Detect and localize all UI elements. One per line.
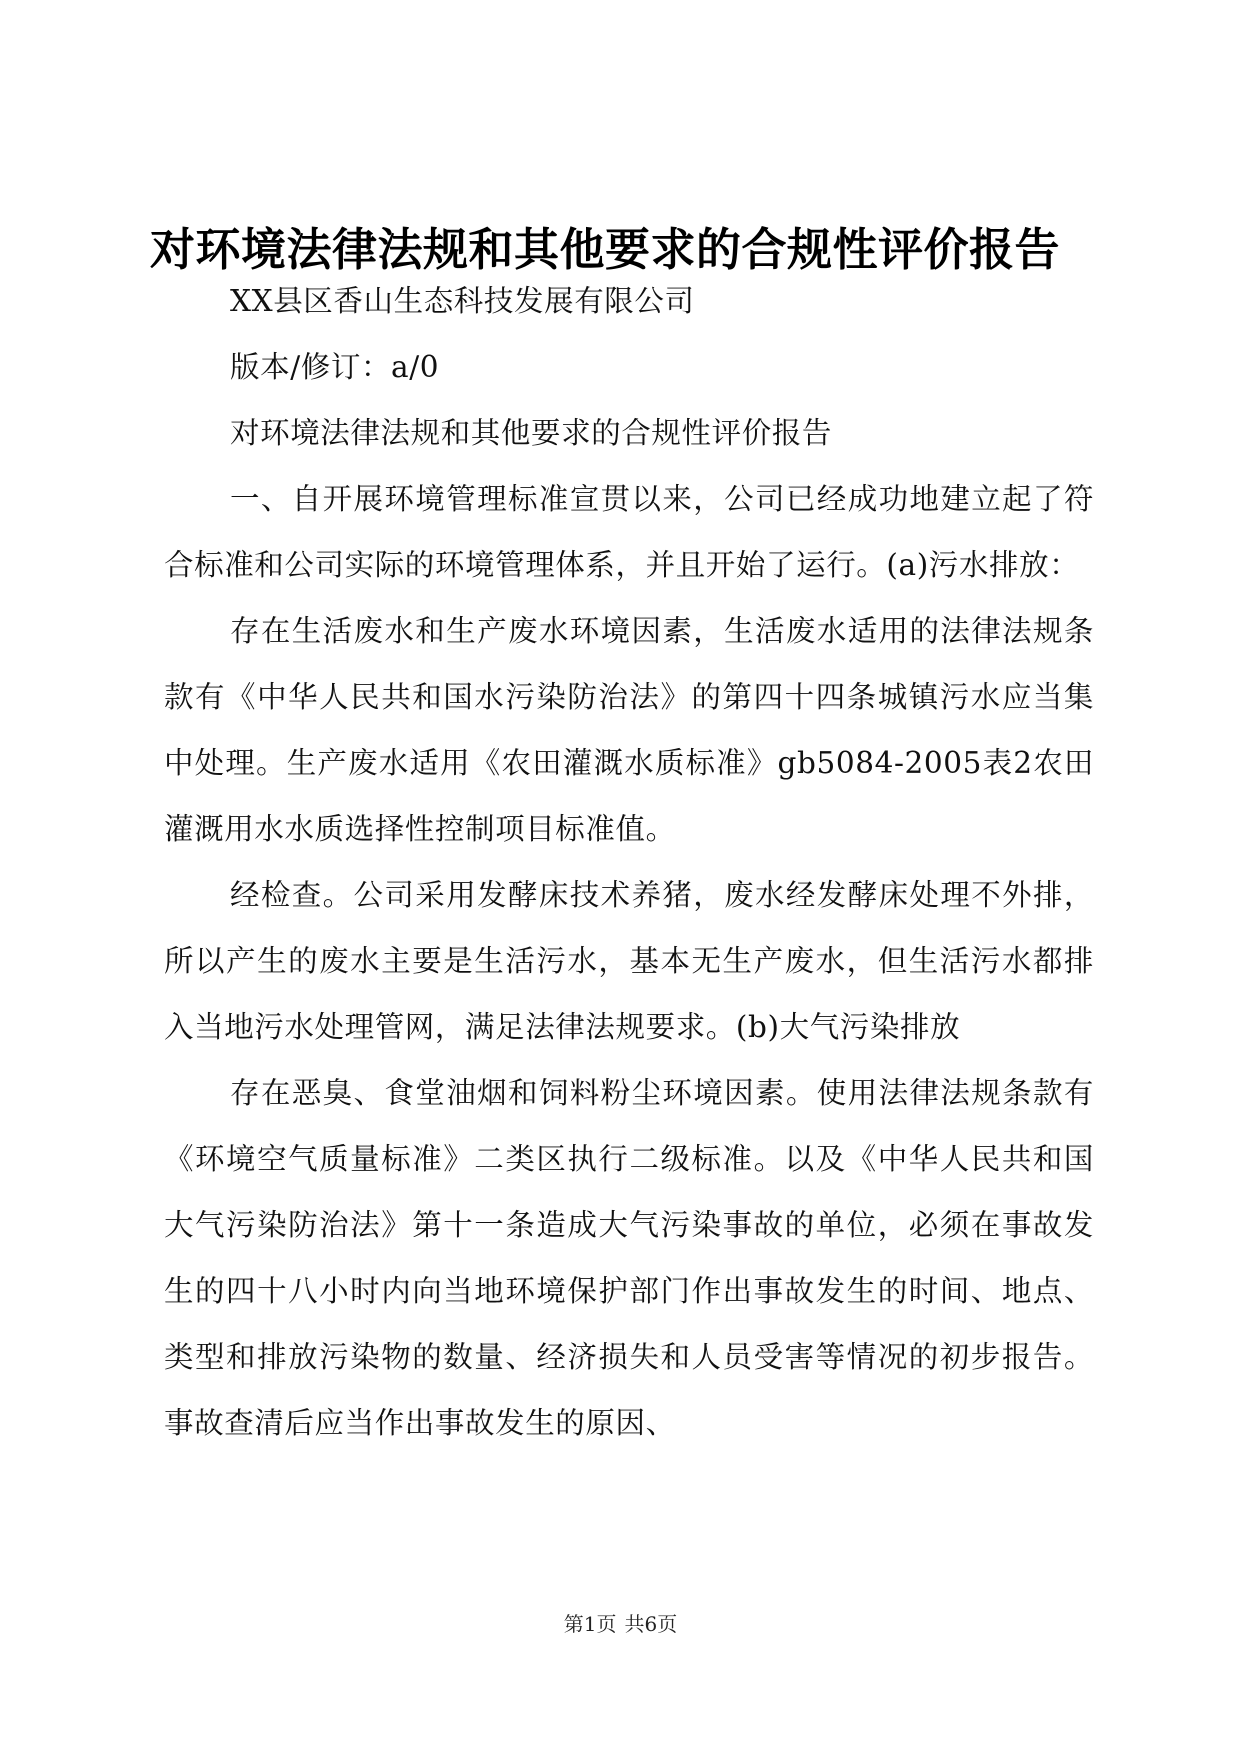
document-body — [164, 268, 1094, 1456]
page-number: 第1页 — [563, 1612, 617, 1636]
paragraph-section-one: 一、自开展环境管理标准宣贯以来，公司已经成功地建立起了符合标准和公司实际的环境管理体系，并且开始了运行。(a)污水排放： — [164, 482, 1094, 582]
paragraph-air-pollution: 存在恶臭、食堂油烟和饲料粉尘环境因素。使用法律法规条款有《环境空气质量标准》二类区执行二级标准。以及《中华人民共和国大气污染防治法》第十一条造成大气污染事故的单位，必须在事故发生的四十八小时内向当地环境保护部门作出事故发生的时间、地点、类型和排放污染物的数量、经济损失和人员受害等情况的初步报告。事故查清后应当作出事故发生的原因、 — [164, 1076, 1094, 1440]
page-total: 共6页 — [624, 1612, 678, 1636]
version-line: 版本/修订：a/0 — [230, 350, 440, 384]
paragraph-wastewater-factors: 存在生活废水和生产废水环境因素，生活废水适用的法律法规条款有《中华人民共和国水污染防治法》的第四十四条城镇污水应当集中处理。生产废水适用《农田灌溉水质标准》gb5084-2005表2农田灌溉用水水质选择性控制项目标准值。 — [164, 614, 1094, 846]
document-title: 对环境法律法规和其他要求的合规性评价报告 — [150, 223, 1061, 276]
report-subtitle: 对环境法律法规和其他要求的合规性评价报告 — [230, 416, 833, 450]
paragraph-wastewater-inspection: 经检查。公司采用发酵床技术养猪，废水经发酵床处理不外排，所以产生的废水主要是生活污水，基本无生产废水，但生活污水都排入当地污水处理管网，满足法律法规要求。(b)大气污染排放 — [164, 878, 1094, 1044]
company-name-line: XX县区香山生态科技发展有限公司 — [230, 284, 695, 318]
page-footer — [0, 1610, 1241, 1638]
